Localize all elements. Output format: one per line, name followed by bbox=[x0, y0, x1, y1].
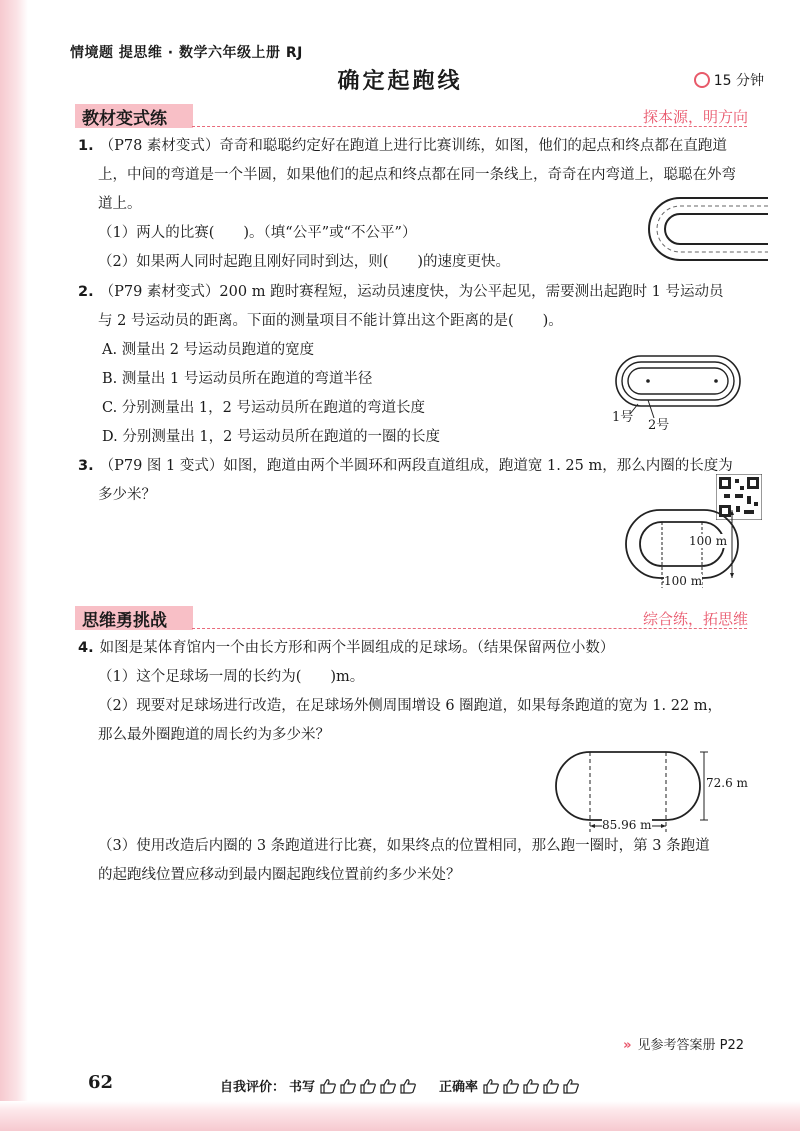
self-eval-label: 自我评价： bbox=[220, 1080, 286, 1095]
thumbs-up-icon[interactable] bbox=[542, 1078, 560, 1094]
page-edge-bottom bbox=[0, 1101, 800, 1131]
field-height-label: 72.6 m bbox=[706, 776, 748, 790]
writing-rating[interactable] bbox=[319, 1078, 417, 1094]
page-edge-left bbox=[0, 0, 28, 1131]
timer bbox=[694, 70, 764, 90]
page-title: 确定起跑线 bbox=[337, 69, 463, 94]
question-text: 如图是某体育馆内一个由长方形和两个半圆组成的足球场。（结果保留两位小数） bbox=[99, 640, 615, 656]
question-number: 1. bbox=[78, 138, 94, 154]
question-number: 4. bbox=[78, 640, 94, 656]
question-text: 与 2 号运动员的距离。下面的测量项目不能计算出这个距离的是( )。 bbox=[98, 313, 563, 329]
section-label-2: 思维勇挑战 bbox=[82, 611, 167, 631]
question-number: 3. bbox=[78, 458, 94, 474]
question-text: （P79 素材变式）200 m 跑时赛程短，运动员速度快，为公平起见，需要测出起跑时 1 号运动员 bbox=[99, 284, 724, 300]
option-d: D. 分别测量出 1，2 号运动员所在跑道的一圈的长度 bbox=[102, 429, 440, 445]
question-text: （P78 素材变式）奇奇和聪聪约定好在跑道上进行比赛训练，如图，他们的起点和终点都在直跑道 bbox=[99, 138, 727, 154]
clock-icon bbox=[694, 72, 710, 88]
double-arrow-icon: » bbox=[623, 1038, 632, 1053]
figure-label-1: 1号 bbox=[612, 410, 634, 425]
figure-label-2: 2号 bbox=[648, 418, 670, 433]
question-text: （P79 图 1 变式）如图，跑道由两个半圆环和两段直道组成，跑道宽 1. 25 m，那么内圈的长度为 bbox=[99, 458, 733, 474]
section-tagline-1: 探本源，明方向 bbox=[642, 108, 748, 126]
option-a: A. 测量出 2 号运动员跑道的宽度 bbox=[102, 342, 315, 358]
timer-text: 15 分钟 bbox=[713, 73, 764, 89]
thumbs-up-icon[interactable] bbox=[399, 1078, 417, 1094]
thumbs-up-icon[interactable] bbox=[502, 1078, 520, 1094]
thumbs-up-icon[interactable] bbox=[522, 1078, 540, 1094]
u-track-figure bbox=[640, 192, 770, 266]
accuracy-rating[interactable] bbox=[482, 1078, 580, 1094]
question-text: 上，中间的弯道是一个半圆，如果他们的起点和终点都在同一条线上，奇奇在内弯道上，聪聪在外弯 bbox=[98, 167, 736, 183]
accuracy-label: 正确率 bbox=[439, 1080, 479, 1095]
thumbs-up-icon[interactable] bbox=[339, 1078, 357, 1094]
option-c: C. 分别测量出 1，2 号运动员所在跑道的弯道长度 bbox=[102, 400, 425, 416]
question-number: 2. bbox=[78, 284, 94, 300]
series-header: 情境题 提思维 · 数学六年级上册 RJ bbox=[70, 45, 303, 61]
sub-question: （3）使用改造后内圈的 3 条跑道进行比赛，如果终点的位置相同，那么跑一圈时，第 3 条跑道 bbox=[98, 838, 710, 854]
question-text: 道上。 bbox=[98, 196, 142, 212]
self-evaluation bbox=[220, 1076, 580, 1095]
sub-question: （2）如果两人同时起跑且刚好同时到达，则( )的速度更快。 bbox=[98, 254, 511, 270]
sub-question: （1）两人的比赛( )。（填“公平”或“不公平”） bbox=[98, 225, 417, 241]
answer-reference bbox=[623, 1034, 744, 1053]
sub-question: （2）现要对足球场进行改造，在足球场外侧周围增设 6 圈跑道，如果每条跑道的宽为 1. 22 m， bbox=[98, 698, 723, 714]
field-width-label: 85.96 m bbox=[602, 818, 652, 832]
thumbs-up-icon[interactable] bbox=[562, 1078, 580, 1094]
sub-question: （1）这个足球场一周的长约为( )m。 bbox=[98, 669, 365, 685]
question-4 bbox=[78, 634, 758, 750]
sub-question: 的起跑线位置应移动到最内圈起跑线位置前约多少米处？ bbox=[98, 867, 461, 883]
thumbs-up-icon[interactable] bbox=[379, 1078, 397, 1094]
thumbs-up-icon[interactable] bbox=[482, 1078, 500, 1094]
question-3 bbox=[78, 452, 758, 510]
sub-question: 那么最外圈跑道的周长约为多少米？ bbox=[98, 727, 330, 743]
figure-height-label: 100 m bbox=[689, 534, 728, 548]
thumbs-up-icon[interactable] bbox=[319, 1078, 337, 1094]
writing-label: 书写 bbox=[289, 1080, 316, 1095]
answer-reference-text: 见参考答案册 P22 bbox=[637, 1038, 744, 1053]
question-text: 多少米？ bbox=[98, 487, 156, 503]
section-tagline-2: 综合练，拓思维 bbox=[642, 610, 748, 628]
thumbs-up-icon[interactable] bbox=[359, 1078, 377, 1094]
figure-width-label: 100 m bbox=[664, 574, 703, 588]
page-number: 62 bbox=[88, 1072, 114, 1093]
option-b: B. 测量出 1 号运动员所在跑道的弯道半径 bbox=[102, 371, 373, 387]
section-label-1: 教材变式练 bbox=[82, 109, 167, 129]
question-4-part-3 bbox=[98, 832, 758, 890]
